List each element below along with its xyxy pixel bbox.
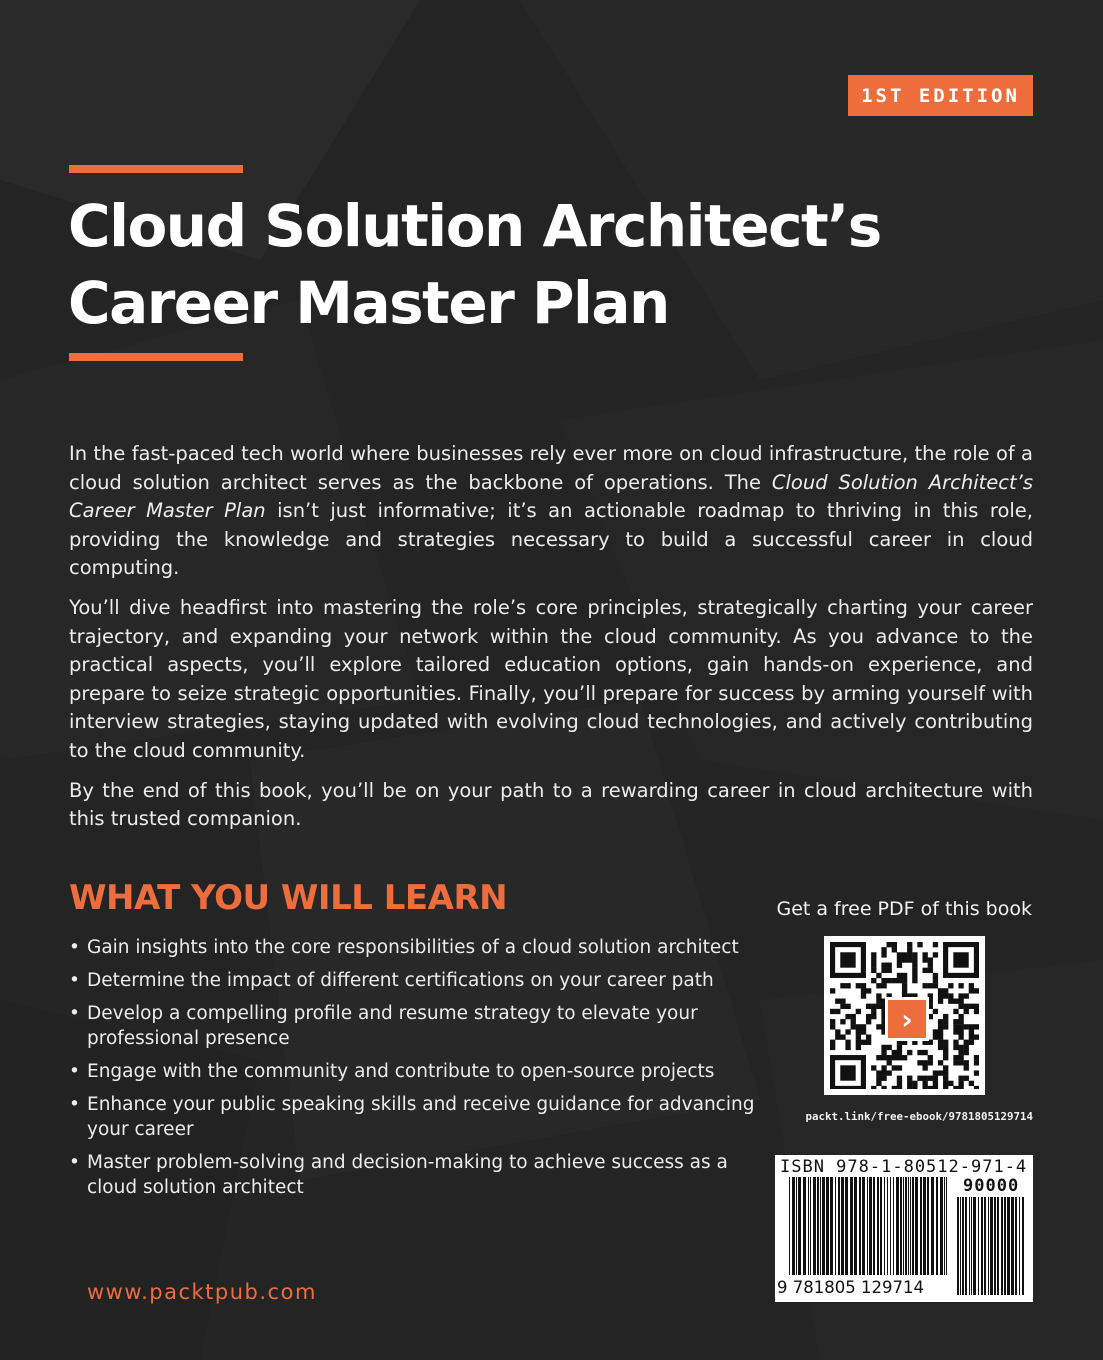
learn-item: • Engage with the community and contribute to open-source projects [69, 1059, 759, 1084]
learn-item: • Master problem-solving and decision-making to achieve success as a cloud solution architect [69, 1150, 759, 1200]
isbn-barcode [775, 1155, 1033, 1302]
publisher-url[interactable]: www.packtpub.com [87, 1280, 317, 1304]
title-rule-bottom [69, 353, 243, 361]
title-line-1: Cloud Solution Architect’s [68, 192, 881, 260]
learn-list [69, 935, 759, 1208]
book-title [68, 188, 968, 342]
description-paragraph-3: By the end of this book, you’ll be on your path to a rewarding career in cloud architecture with this trusted companion. [69, 778, 1033, 831]
learn-item: • Determine the impact of different certifications on your career path [69, 968, 759, 993]
title-rule-top [69, 165, 243, 173]
qr-code[interactable] [824, 936, 985, 1095]
book-description [69, 440, 1033, 845]
book-title-italic: Cloud Solution Architect’s Career Master Plan [69, 470, 1033, 523]
learn-item: • Enhance your public speaking skills and receive guidance for advancing your career [69, 1092, 759, 1142]
description-paragraph-1: In the fast-paced tech world where businesses rely ever more on cloud infrastructure, the role of a cloud solution architect serves as the backbone of operations. The Cloud Solution Architect’s Career Master Plan isn’t just informative; it’s an actionable roadmap to thriving in this role, providing the knowledge and strategies necessary to build a successful career in cloud computing. [69, 442, 1033, 580]
packt-arrow-icon: › [885, 997, 929, 1041]
title-line-2: Career Master Plan [68, 269, 669, 337]
free-ebook-link[interactable]: packt.link/free-ebook/9781805129714 [805, 1110, 1033, 1123]
price-code: 90000 [963, 1176, 1020, 1196]
learn-item: • Gain insights into the core responsibilities of a cloud solution architect [69, 935, 759, 960]
barcode-bars-addon [957, 1197, 1027, 1295]
isbn-label: ISBN 978-1-80512-971-4 [780, 1157, 1028, 1177]
barcode-bars-main [789, 1177, 949, 1275]
free-pdf-label: Get a free PDF of this book [776, 898, 1032, 920]
barcode-digits: 9 781805 129714 [777, 1278, 924, 1297]
description-paragraph-2: You’ll dive headfirst into mastering the role’s core principles, strategically charting your career trajectory, and expanding your network within the cloud community. As you advance to the practical aspects, you’ll explore tailored education options, gain hands-on experience, and prepare to seize strategic opportunities. Finally, you’ll prepare for success by arming yourself with interview strategies, staying updated with evolving cloud technologies, and actively contributing to the cloud community. [69, 595, 1033, 762]
edition-badge: 1ST EDITION [848, 75, 1033, 116]
learn-item: • Develop a compelling profile and resume strategy to elevate your professional presence [69, 1001, 759, 1051]
learn-heading: WHAT YOU WILL LEARN [69, 878, 508, 918]
